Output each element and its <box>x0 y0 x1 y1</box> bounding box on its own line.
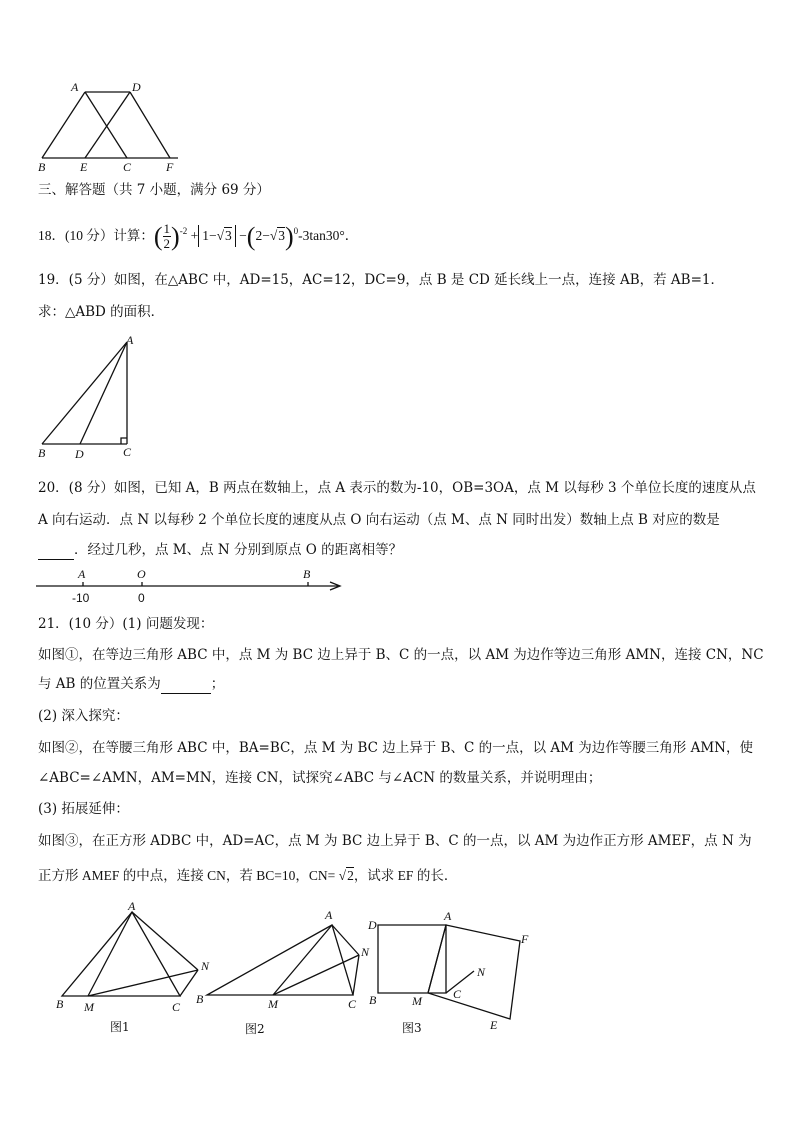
triangle-ABC <box>207 925 353 995</box>
seg-DF <box>130 92 170 158</box>
label-C: C <box>172 1000 181 1014</box>
label-D: D <box>368 918 377 932</box>
section-heading: 三、解答题（共 7 小题，满分 69 分） <box>38 182 270 198</box>
q18-prefix: 18．(10 分）计算： <box>38 228 154 243</box>
seg-AB <box>42 92 85 158</box>
label-E: E <box>80 160 88 174</box>
label-A: A <box>128 899 136 913</box>
number-line <box>32 562 352 607</box>
label-A: A <box>444 909 452 923</box>
label-A: A <box>126 333 134 347</box>
q21-answer-blank[interactable] <box>161 677 211 694</box>
label-B: B <box>56 997 64 1011</box>
label-A: A <box>71 80 79 94</box>
label-N: N <box>477 965 486 979</box>
label-C: C <box>453 987 462 1001</box>
q20-line1: 20．(8 分）如图，已知 A，B 两点在数轴上，点 A 表示的数为-10，OB=3OA，点 M 以每秒 3 个单位长度的速度从点 <box>38 480 756 496</box>
label-B: B <box>303 567 311 581</box>
seg-CN <box>353 955 359 995</box>
q18-fraction: $\frac{1}{2}$ <box>163 221 171 252</box>
label-B: B <box>38 160 46 174</box>
q20-answer-blank[interactable] <box>38 543 74 560</box>
right-angle-mark <box>121 438 127 444</box>
figure-2 <box>195 905 380 1040</box>
label-B: B <box>369 993 377 1007</box>
q21-line7: (3) 拓展延伸： <box>38 801 129 817</box>
label-F: F <box>166 160 174 174</box>
q21-line1: 21．(10 分）(1) 问题发现： <box>38 616 214 632</box>
label-A: A <box>78 567 86 581</box>
label-E: E <box>490 1018 498 1032</box>
q20-line2: A 向右运动．点 N 以每秒 2 个单位长度的速度从点 O 向右运动（点 M、点 N 同时出发）数轴上点 B 对应的数是 <box>38 512 720 528</box>
triangle-ABC <box>62 912 180 996</box>
seg-AN <box>132 912 198 970</box>
seg-AM <box>428 925 446 993</box>
label-B: B <box>38 446 46 460</box>
q21-line2: 如图①，在等边三角形 ABC 中，点 M 为 BC 边上异于 B、C 的一点，以 AM 为边作等边三角形 AMN，连接 CN，NC <box>38 647 764 663</box>
caption-fig2: 图2 <box>245 1022 265 1036</box>
q21-line8: 如图③，在正方形 ADBC 中，AD=AC，点 M 为 BC 边上异于 B、C 的一点，以 AM 为边作正方形 AMEF，点 N 为 <box>38 833 752 849</box>
q20-line3: ．经过几秒，点 M、点 N 分别到原点 O 的距离相等？ <box>38 540 402 560</box>
figure-q19 <box>30 332 150 462</box>
label-M: M <box>268 997 278 1011</box>
seg-MN <box>273 955 359 995</box>
square-ADBC <box>378 925 446 993</box>
q21-line9: 正方形 AMEF 的中点，连接 CN，若 BC=10，CN= √2，试求 EF 的长． <box>38 868 458 883</box>
q18-expression: 18．(10 分）计算：( $\frac{1}{2}$ )$^{-2} + 1-√3 -(2-√3)^0-3\tan 30^\circ$． <box>38 221 359 252</box>
seg-AM <box>273 925 332 995</box>
seg-AM <box>88 912 132 996</box>
tick-label-O: 0 <box>138 591 145 605</box>
label-C: C <box>123 445 132 459</box>
q19-line2: 求：△ABD 的面积． <box>38 304 165 320</box>
caption-fig1: 图1 <box>110 1020 130 1034</box>
label-N: N <box>361 945 370 959</box>
tick-label-A: -10 <box>72 591 90 605</box>
label-O: O <box>137 567 146 581</box>
label-M: M <box>412 994 422 1008</box>
label-A: A <box>325 908 333 922</box>
q19-line1: 19．(5 分）如图，在△ABC 中，AD=15，AC=12，DC=9，点 B 是 CD 延长线上一点，连接 AB，若 AB=1． <box>38 272 724 288</box>
label-B: B <box>196 992 204 1006</box>
label-M: M <box>84 1000 94 1014</box>
seg-AD <box>80 342 127 444</box>
q21-line5: 如图②，在等腰三角形 ABC 中，BA=BC，点 M 为 BC 边上异于 B、C 的一点，以 AM 为边作等腰三角形 AMN，使 <box>38 740 753 756</box>
figure-3 <box>362 905 537 1040</box>
label-N: N <box>201 959 210 973</box>
caption-fig3: 图3 <box>402 1021 422 1035</box>
q18-absolute: 1−√3 <box>198 225 236 247</box>
label-D: D <box>75 447 84 461</box>
seg-AB <box>42 342 127 444</box>
q18-exp1: -2 <box>179 226 188 236</box>
figure-top-trapezoid <box>30 78 190 176</box>
seg-MN <box>88 970 198 996</box>
label-F: F <box>521 932 529 946</box>
label-D: D <box>132 80 141 94</box>
q21-line3: 与 AB 的位置关系为 ； <box>38 676 225 692</box>
label-C: C <box>123 160 132 174</box>
q21-line4: (2) 深入探究： <box>38 708 129 724</box>
q21-line6: ∠ABC=∠AMN，AM=MN，连接 CN，试探究∠ABC 与∠ACN 的数量关系，并说明理由； <box>38 770 602 786</box>
label-C: C <box>348 997 357 1011</box>
